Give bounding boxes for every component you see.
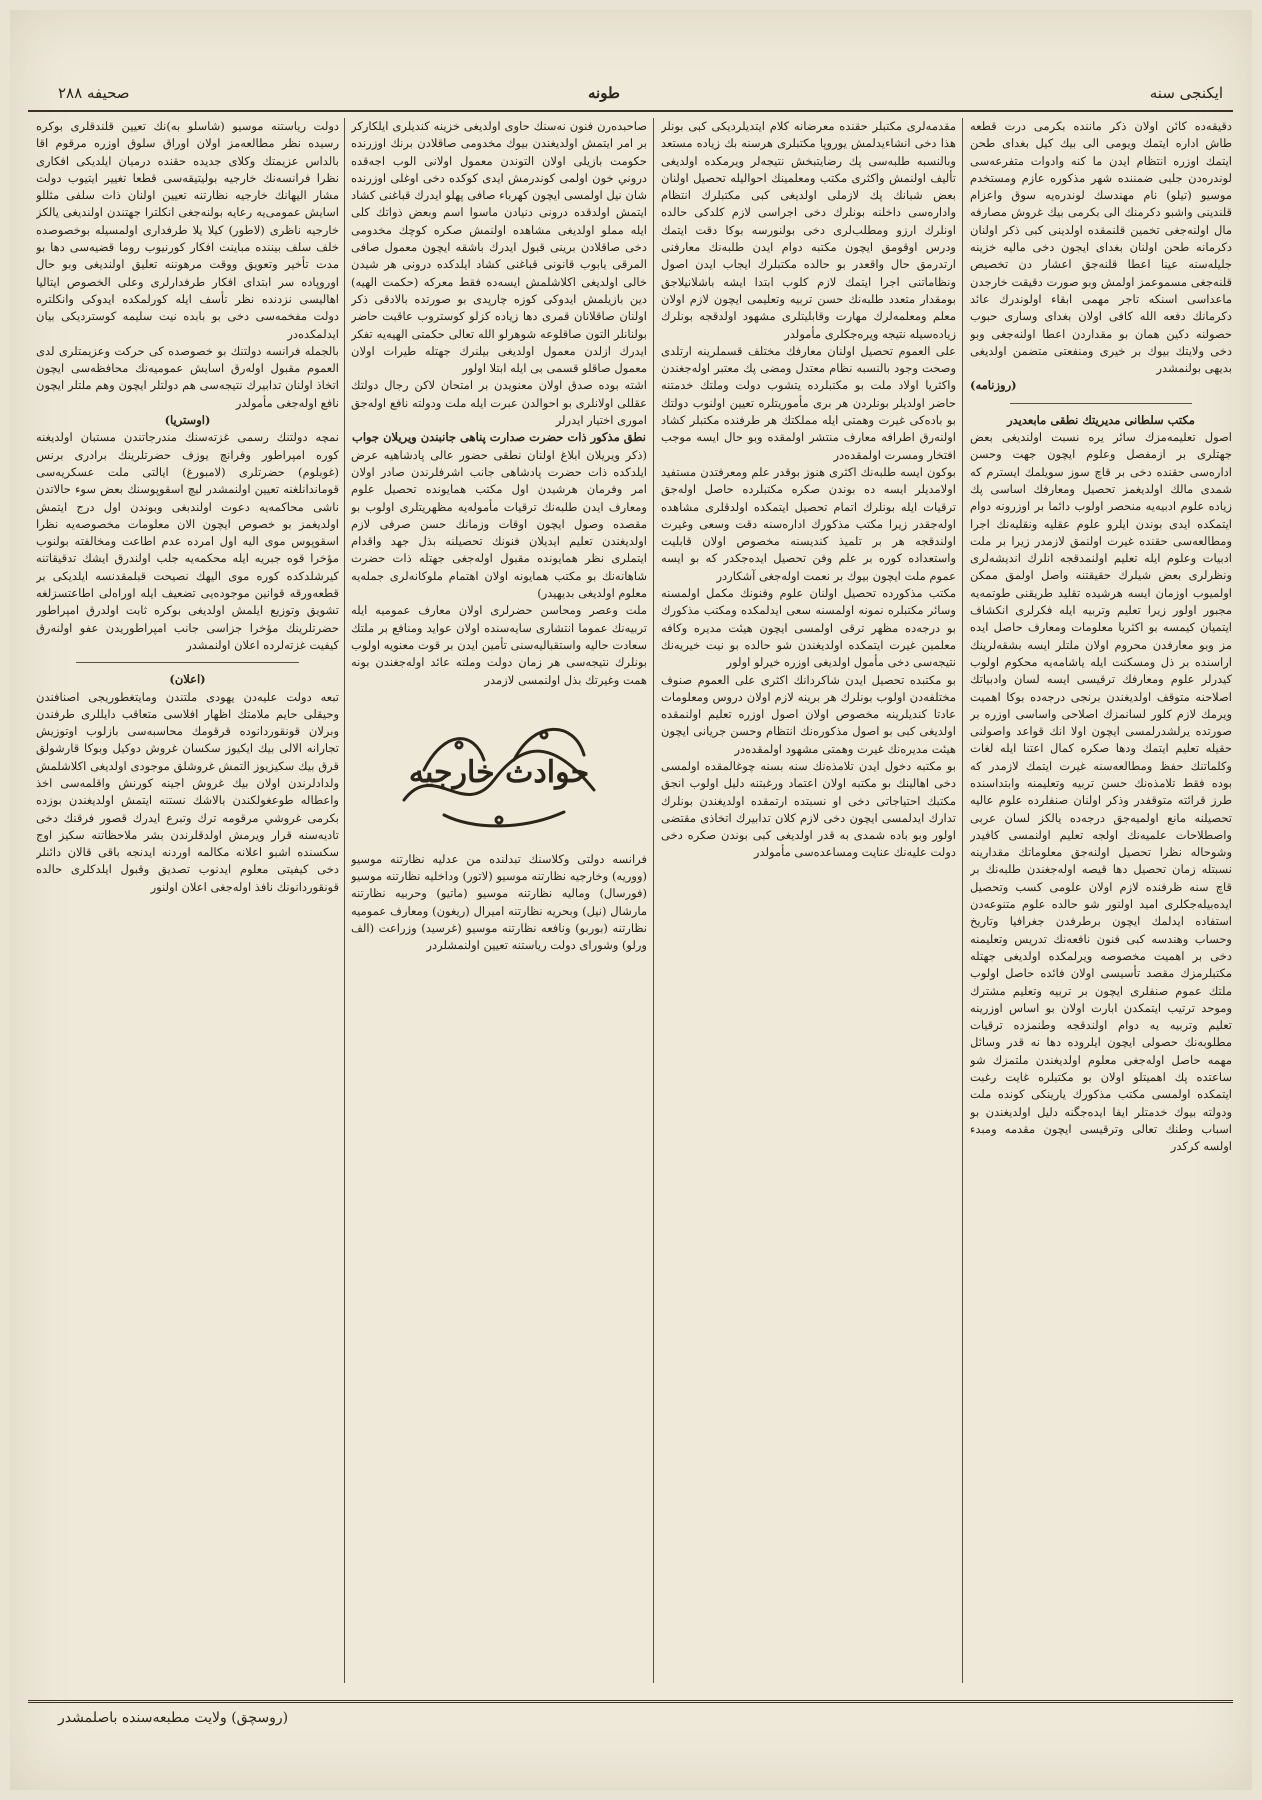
article-heading: مكتب سلطانى مديريتك نطقى مابعديدر — [1007, 412, 1195, 427]
printer-imprint: (روسچق) ولايت مطبعه‌سنده باصلمشدر — [58, 1710, 289, 1726]
article-paragraph: فرانسه دولتى وكلاسنك تبدلنده من عدليه نظارتنه موسيو (ووريه) وخارجيه نظارتنه موسيو (لاتور) وداخليه نظارتنه موسيو (فورسال) وماليه نظارتنه موسيو (ماتيو) وحربيه نظارتنه مارشال (نيل) وبحريه نظارتنه اميرال (ريغون) ومعارف عموميه نظارتنه (بوربو) ونافعه نظارتنه موسيو (غرسيد) وزراعت (الف ورلو) وشوراى دولت رياستنه تعيين اولنمشلردر — [351, 851, 647, 953]
column-2 — [661, 118, 956, 1683]
article-heading: نطق مذكور ذات حضرت صدارت پناهى جانبندن ويريلان جواب — [352, 430, 646, 445]
column-rule — [653, 118, 654, 1683]
article-paragraph: على العموم تحصيل اولنان معارفك مختلف قسملرينه ارتلدى وصحت وجود بالنسبه نظام معتدل ومضى پك معتبر اوله‌جغندن واكثريا اولاد ملت بو مكتبلرده يتشوب دولت وملتك خدمتنه حاضر اولديلر بونلردن هر برى مأموريتلره تعيين اولنوب دولتك بو باده‌كى غيرت وهمتى ايله مملكتك هر طرفنده مكتبلر كشاد اولنه‌رق اطرافه معارف منتشر اولمقده وبو حال ايسه موجب افتخار ومسرت اولمقده‌در — [661, 343, 956, 462]
article-paragraph: مقدمه‌لرى مكتبلر حقنده معرضانه كلام ايتديلرديكى كبى بونلر هذا دخى انشاءيدلمش يوروپا مكتبلرى هرسنه بك زياده مستعد وبالنسبه طلبه‌سى پك رضايتبخش نتيجه‌لر ويرمكده اولديغى تأليف اولنمش واكثرى مكتب ومعلمينك احواليله تحصيل اولنان بعض شبانك پك لازملى اولديغى كبى مكتبلرك انتظام واداره‌سى داخلنه بونلرك دخى اجراسى لازم كلدكى حالده اونلرك ارزو ومطلب‌لرى دخى بولنورسه بوكا دقت ايتمك ودرس اوقومق ايچون مكتبه دوام ايدن طلبه‌نك معارفنى ارتدرمق حال واقعدر بو حالده مكتبلرك ايجاب ايدن اصول ونظاماتنى اجرا ايتمك لازم كلوب ابتدا ايشه باشلانيلاجق بومقدار متعدد طلبه‌نك حسن تربيه وتعليمى ايچون لازم اولان معلم ومعلمه‌لرك مهارت وقابليتلرى مشهود اولدقجه بونلرك زياده‌سيله نتيجه ويره‌جكلرى مأمولدر — [661, 119, 956, 341]
article-paragraph: دقيقه‌ده كائن اولان ذكر ماننده بكرمى درت قطعه طاش اداره ايتمك ويومى الى بيك كيل بغداى طحن ايتمك اوزره انتظام ايدن ما كنه وادوات متفرعه‌سى لوندره‌دن جلبى ضمننده شهر مذكوره عازم ومستخدم موسيو (تيلو) نام مهندسك لوندره‌يه سوق واعزام قلندينى واشبو دكرمنك الى بكرمى بيك غروش مصارفه مال اولنه‌جغى تخمين قلنمقده اولدينى كبى ذكر اولنان دكرمانه طحن اولنان بغداى ايجون دخى ماليه خزينه جليله‌سنه عينا اعطا قلنه‌جق اعشار دن تخصيص قلنه‌جغى مسموعمز اولمش وبو صورت دقيقت خارجدن ماعداسى اسنكه تاجر مهمى ابقاء اولوندرك عائد دكرمانك دفعه الله كافى اولان بغداى وسارى حبوب حصولنه دكين همان بو مقداردن اعطا اولنه‌جغى وبو دخى ولايتك بيوك بر خيرى ومنفعتى متضمن اولديغى بديهى بولنمشدر — [970, 119, 1232, 376]
article-paragraph: اصول تعليمه‌مزك سائر يره نسبت اولنديغى بعض جهتلرى بر ازمفصل وعلوم ايچون جهت وحسن اداره‌سى حقنده دخى بر قاچ سوز سويلمك ايسترم كه شمدى مالك اولديغمز تحصيل ومعارفك اساسى پك زياده علوم ادبيه‌يه منحصر اولوب دائما بر اوزرونه دوام ايتمكده ايدى بوندن ايلرو علوم عقليه ونقليه‌نك اجرا ومطالعه‌سى حقنده غيرت اولنمق لازمدر زيرا بر ملت ادبيات وعلوم ايله تعليم اولنمدقجه انلرك انديشه‌لرى ونظرلرى بعض شيلرك حقيقتنه واصل اولمق ممكن اولميوب اوزمان ايسه هرشيده تقليد طريقنى طوتمه‌يه مجبور اولور زيرا تعليم وتربيه ايله فكرلرى انكشاف ايتميان كيمسه بو اكثريا معلومات ومعارف حاصل ايده مز وبو معارفدن محروم اولان ملتلر ايسه بشقه‌لرينك اراسنده بر ذل ومسكنت ايله ياشامه‌يه محكوم اولوب كيدرلر علوم ومعارفك ترقيسى ايسه لسان وادبياتك اصلاحنه متوقف اولديغندن برنجى درجه‌ده بوكا اهميت ويرمك لازم كلور لسانمزك اصلاحى واساسى اوزره بر صورتده يرلشدرلمسى ايچون اولا انك قواعد واصولنى حقيله تعليم ايتمك ودها صكره كمال اعتنا ايله لغات وكلماتنك حفظ ومطالعه‌سنه غيرت ايتمك لازمدر كه بوده فقط تلامذه‌نك حسن تربيه وتعليمنه وابتداسنده طرز قرائته متوقفدر وذكر اولنان صنفلرده علوم عاليه تحصيلنه مانع اولميه‌جق درجه‌ده يالكز لسان عربى واصطلاحات علميه‌نك اولجه تعليم اولنمسى كافيدر وشوحاله نظرا تحصيل اولنه‌جق معلوماتك مقدارينه نسبتله زمان تحصيل دها قيصه اوله‌جغندن طلبه‌نك بر قاچ سنه ظرفنده لازم اولان علومى كسب وتحصيل ايده‌بيله‌جكلرى اميد اولنور شو حالده علوم متنوعه‌دن استفاده ايدلمك ايچون برطرفدن جغرافيا وتاريخ وحساب وهندسه كبى فنون نافعه‌نك تدريس وتعليمنه دخى بر اهميت مخصوصه ويرلمكده اولديغى جهتله مكتبلرمزك مقصد تأسيسى اولان فائده حاصل اولوب ملتك عموم صنفلرى ايچون بر تربيه وتعليم مشترك وموحد ترتيب ايتمكدن ابارت اولان بو اساس اوزرينه تعليم وتربيه يه دوام اولندقجه وطنمزده ترقيات مطلوبه‌نك حصولى ايچون ايلروده دها نه قدر وسائل مهمه حاصل اوله‌جغى معلوم اولديغندن ملتمزك شو ساعتده پك اهميتلو اولان بو مكتبلره غايت رغبت ايتمكده اولمسى مكتب مذكورك يارينكى كونده ملت ودولته بيوك خدمتلر ايفا ايده‌جگنه دليل اولديغندن بو اسباب وطنك تعالى وترقيسى ايچون مقدمه ومبدء اولسه كركدر — [970, 430, 1232, 1154]
article-paragraph: بو مكتبه دخول ايدن تلامذه‌نك سنه بسنه چوغالمقده اولمسى دخى اهالينك بو مكتبه اولان اعتماد ورغبتنه دليل اولوب انجق مكتبك احتياجاتى دخى او نسبتده ارتمقده اولديغندن بونلرك تدارك ايدلمسى ايچون دخى لازم كلان تدابيرك اتخاذى مقتضى اولور وبو باده شمدى به قدر اولديغى كبى بوندن صكره دخى دولت عليه‌نك عنايت ومساعده‌سى مأمولدر — [661, 758, 956, 860]
notice-paragraph: تبعه دولت عليه‌دن يهودى ملتندن ومايتغطوريجى اصنافندن وحيقلى حايم ملامتك اظهار افلاسى متعاقب دايللرى طرفندن وبرلان قونقوردانوده قرقومك محاسبه‌سى بازلوب اوتوزيش تجارانه الالى بيك ايكيوز سكسان غروش دوكيل وبوكا قارشولق قرق بيك سكيزيوز التمش غروشلق موجودى اولديغى اكلاشلمش ولدادلرندن اولان بيك غروش اجينه كورنش واقلمه‌سى اخذ واعطاله طوعغولكندن بالاشك نستنه ايتمش اولديغندن بوزده بكرمى غروشي مرقومه ترك وتبرع ايدرك قصور فرقنك دخى تاديه‌سنه قرار ويرمش اولدقلرندن بشر ملاحظاتنه سكيز اوج سكسنده اشبو اعلانه مكالمه اوردنه ايدنجه باقى قالان دائنلر دخى كيفيتى معلوم ايدنوب تصديق وقبول ايلدكلرى حالده قونقوردانونك نافذ اوله‌جغى اعلان اولنور — [36, 689, 339, 894]
newspaper-page — [10, 10, 1252, 1790]
column-1 — [970, 118, 1232, 1683]
article-paragraph: دولت رياستنه موسيو (شاسلو به)نك تعيين قلندقلرى بوكره رسيده نظر مطالعه‌مز اولان اوراق سلوق اوزره مرقوم اقا بالداس عزيمتك وكلاى جديده حقنده درميان ايلديكى افكارى نظرا فرانسه‌نك خارجيه بوليتيقه‌سى قطعا تغيير ايتيوب دولت مشار اليهانك خارجيه نظارتنه تعيين اولنان ذات سلفى مثللو اسايش عمومى‌يه رعايه بولنه‌جغى انكلترا جهتندن اولنديغى يالكز خارجيه ناظرى (لاطور) كيلا يلا طرفدارى اولمسيله بوخصوصده خلف سلف بيننده مباينت افكار كورنيوب روما قضيه‌سى دها بو مدت تأخير وتعويق ووقت مرهوننه تعليق اولنديغى وبو حال اوروپاده سر ابتداى افكار طرفدارلرى وعلى الخصوص ايتاليا اهاليسى نزدنده نظر تأسف ايله كورلمكده ايدوكى وانكلتره دولت مفخمه‌سى دخى بو بابده نيت سليمه كوسترديكى بيان ايدلمكده‌در — [36, 119, 339, 341]
article-paragraph: مكتب مذكورده تحصيل اولنان علوم وفنونك مكمل اولمسنه وسائر مكتبلره نمونه اولمسنه سعى ايدلمكده ومكتب مذكورك بو درجه‌ده مظهر ترقى اولمسى ايچون هيئت مديره وكافه معلمين غيرت ايتمكده اولديغندن شو حالده بو نيت خيريه‌نك نتيجه‌سى دخى مأمول اولديغى اوزره خيرلو اولور — [661, 586, 956, 670]
article-source: (روزنامه) — [970, 378, 1017, 393]
article-paragraph: بالجمله فرانسه دولتنك بو خصوصده كى حركت وعزيمتلرى لدى العموم مقبول اوله‌رق اسايش عموميه‌نك محافظه‌سى ايچون اتخاذ اولنان تدابيرك نتيجه‌سى هم دولتلر ايچون وهم ملتلر ايچون نافع اوله‌جغى مأمولدر — [36, 343, 339, 410]
page-number: صحيفه ٢٨٨ — [58, 84, 130, 102]
page-footer — [28, 1700, 1233, 1733]
section-heading-austria: (اوستريا) — [164, 413, 211, 428]
quoted-reply: (ذكر ويريلان ابلاغ اولنان نطقى حضور عالى پادشاهيه عرض ايلدكده ذات حضرت پادشاهى جانب اشرفلرندن صادر اولان امر وفرمان هرشيدن اول مكتب همايونده تحصيل علوم ومعارف ايدن طلبه‌نك ترقيات مأموله‌يه مظهريتلرى اولوب بو مقصده وصول ايچون اوقات وزمانك حسن صرفى لازم اولديغندن تعليم ايديلان فنونك تحصيلنه بذل جهد واقدام ايتملرى نظر همايونده مقبول اوله‌جغى جهتله ذات حضرت شاهانه‌نك بو مكتب همايونه اولان اهتمام ملوكانه‌لرى جمله‌يه معلوم اولديغى بديهيدر) — [351, 447, 647, 601]
article-paragraph: بو مكتبده تحصيل ايدن شاكردانك اكثرى على العموم صنوف مختلفه‌دن اولوب بونلرك هر برينه لازم اولان دروس ومعلومات عادتا كنديلرينه مخصوص اولان اصول اوزره تعليم اولنمقده اولديغى كبى بو اصول مذكوره‌نك انتظام وحسن جريانى ايچون هيئت مديره‌نك غيرت وهمتى مشهود اولمقده‌در — [661, 672, 956, 756]
article-paragraph: ملت وعصر ومحاسن حضرلرى اولان معارف عموميه ايله تربيه‌نك عموما انتشارى سايه‌سنده اولان عوايد ومنافع بر ملتك سعادت حاليه واستقباليه‌سنى تأمين ايدن بر قوت معنويه اولوب بونلرك نتيجه‌سى هر زمان دولت وملته عائد اوله‌جغندن بونه همت وغيرتك بذل اولنمسى لازمدر — [351, 603, 647, 687]
column-rule — [962, 118, 963, 1683]
column-rule — [344, 118, 345, 1683]
article-paragraph: نمچه دولتنك رسمى غزته‌سنك مندرجاتندن مستبان اولديغنه كوره امپراطور وفرانچ يوزف حضرتلرينك برادرى برنس (غوبلوم) حضرتلرى (لامبورغ) ايالتى ملت عسكريه‌سى قوماندانلغنه تعيين اولنمشدر ليچ اسقوپوسنك بعض سوء حالاتدن ناشى محاكمه‌يه دعوت اولندبغى وبوندن اول درج ايتمش اولديغمز بو خصوص ايچون الان معلومات مخصوصه‌يه نظرا اسقوپوس موى اليه اول امرده عدم اطاعت ومخالفته بولنوب مؤخرا قوه جبريه ايله محكمه‌يه جلب اولندرق ايشك تدقيقاتنه كيرشلدكده كوره موى اليهك نصيحت قبلمقدنسه ايلديكى بر قطعه‌ورقه قوانين موجوده‌يى تضعيف ايله اوراه‌لى اطاعتسزلغه تشويق وتوزيع ايلمش اولديغى بوكره ثابت اولدرق امپراطور حضرتلرينك مؤخرا جزاسى جانب امپراطوريدن عفو اولنه‌رق كيفيت غزته‌لرده اعلان اولنمشدر — [36, 430, 339, 652]
newspaper-name: طونه — [588, 84, 620, 102]
volume-label: ايكنجى سنه — [1149, 84, 1223, 102]
section-divider — [1010, 403, 1192, 404]
page-header — [28, 80, 1233, 112]
article-paragraph: اشته بوده صدق اولان معنويدن بر امتحان لاكن رجال دولتك عقللى اولانلرى بو احوالدن عبرت ايله ملت ودولته نافع اوله‌جق امورى اختيار ايدرلر — [351, 378, 647, 428]
article-paragraph: بوكون ايسه طلبه‌نك اكثرى هنوز بوقدر علم ومعرفتدن مستفيد اولامديلر ايسه ده بوندن صكره مكتبلرده حاصل اوله‌جق ترقيات ايله بونلرك اتمام تحصيل ايتمكده اولدقلرى مشاهده اوله‌جقدر زيرا مكتب مذكورك اداره‌سنه دقت وسعى وغيرت اولندقجه هر بر تلميذ كنديسنه مخصوص اولان قابليت واستعداده كوره بر علم وفن تحصيل ايده‌جكدر كه بو ايسه عموم ملت ايچون بيوك بر نعمت اوله‌جغى آشكاردر — [661, 464, 956, 583]
article-paragraph: صاحبده‌رن فنون نه‌سنك حاوى اولديغى خزينه كنديلرى ايلكاركر بر امر ايتمش اولديغندن بيوك مخدومى صاقلادن برنك اوزرنده حكومت بازيلى اولان التوندن معمول اولانى الوب اجه‌قده دروني خون اولمى كوندرمش ايدى كوكده دخى اوغلى اوزرنده شان نيل اولمسى ايچون كهرباء صافى پهلو ايدرك قباغنى كشاد ايتمش اولدقده درونى دنيادن ماسوا اسم وبعض ذواتك كلى ايله مملو اولديغى مشاهده اولنمش صكره كوچك مخدومى دخى صاقلادن برينى قبول ايدرك باشقه ايچون معمول صافى المرقى يابوب قانونى قباغنى كشاد ايلدكده درونى هر شيدن خالى اولديغى اكلاشلمش ايسه‌ده فقط معركه (حكمت الهيه) دين بازيلمش ايدوكى كوزه چارپدى بو صورتده بالادقى ذكر اولنان صاقلانان قمرى دها زياده كزلو كوستروب عاقبت حاضر بولنانلر التون صاقلوعه شوهرلو الله تعالى حكمتى الهيه‌يه تفكر ايدرك ازلدن معمول اولديغى بيلنرك جهتله طيرات اولان معمول صاقلو قسمى بى ايله ابتلا اولور — [351, 119, 647, 376]
calligraphy-headline-graphic — [384, 700, 614, 840]
headline-text: حوادث خارجيه — [408, 754, 590, 790]
section-divider — [76, 662, 299, 663]
column-3 — [351, 118, 647, 1683]
calligraphic-headline — [351, 695, 647, 845]
text-columns — [28, 118, 1233, 1683]
section-heading-notice: (اعلان) — [169, 672, 206, 687]
column-4 — [36, 118, 339, 1683]
